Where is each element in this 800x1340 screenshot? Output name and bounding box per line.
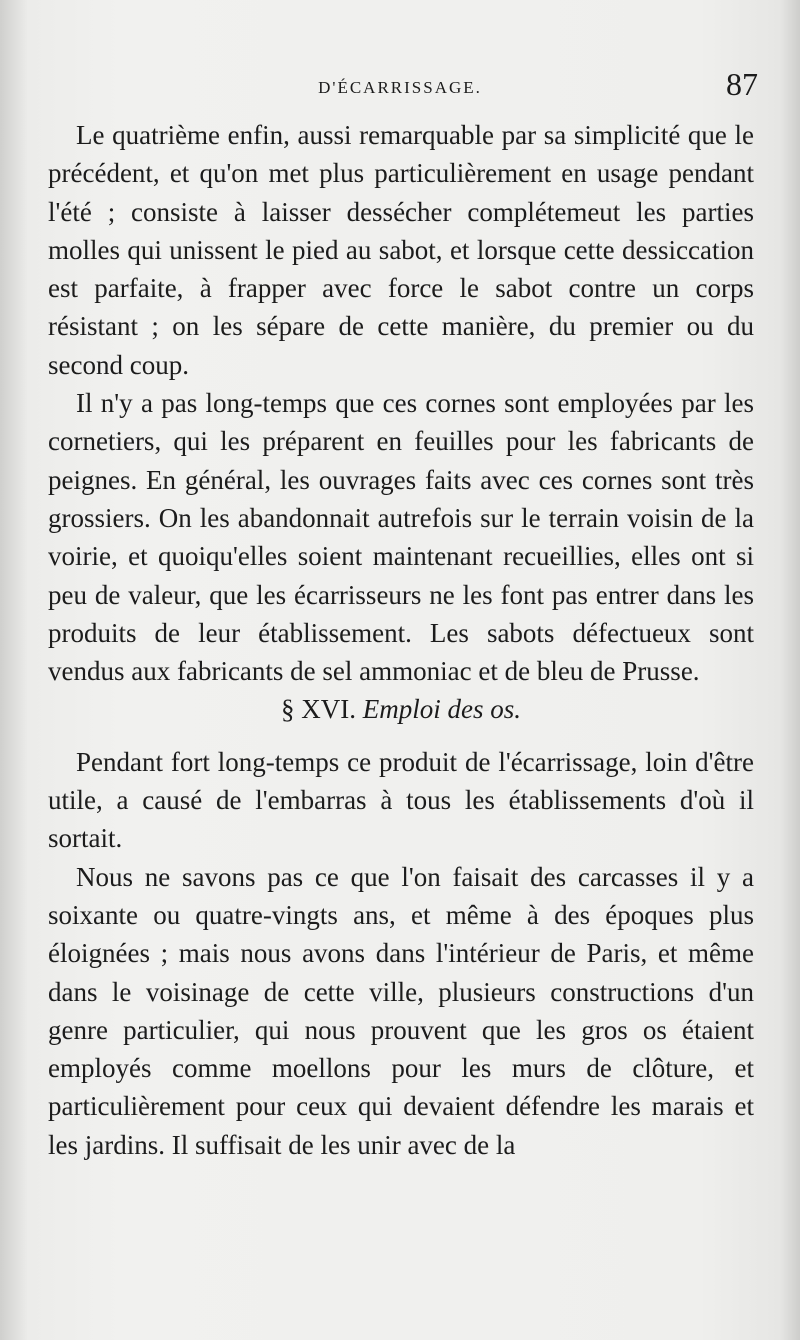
paragraph: Le quatrième enfin, aussi remarquable par sa simplicité que le précédent, et qu'on met plus particulièrement en usage pendant l'été ; consiste à laisser dessécher complétemeut les parties molles qui unissent le pied au sabot, et lorsque cette dessiccation est parfaite, à frapper avec force le sabot contre un corps résistant ; on les sépare de cette manière, du premier ou du second coup. [48,120,754,380]
paragraph: Pendant fort long-temps ce produit de l'écarrissage, loin d'être utile, a causé de l'embarras à tous les établissements d'où il sortait. [48,746,754,854]
body-text [48,116,754,1164]
section-number: § XVI. [281,694,356,725]
page-header [40,66,760,110]
running-title: D'ÉCARRISSAGE. [318,78,482,97]
page-number: 87 [726,66,758,102]
section-heading [48,690,754,728]
paragraph: Nous ne savons pas ce que l'on faisait des carcasses il y a soixante ou quatre-vingts ans, et même à des époques plus éloignées ; mais nous avons dans l'intérieur de Paris, et même dans le voisinage de cette ville, plusieurs constructions d'un genre particulier, qui nous prouvent que les gros os étaient employés comme moellons pour les murs de clôture, et particulièrement pour ceux qui devaient défendre les marais et les jardins. Il suffisait de les unir avec de la [48,861,754,1160]
section-title: Emploi des os. [362,694,521,725]
paragraph: Il n'y a pas long-temps que ces cornes sont employées par les cornetiers, qui les préparent en feuilles pour les fabricants de peignes. En général, les ouvrages faits avec ces cornes sont très grossiers. On les abandonnait autrefois sur le terrain voisin de la voirie, et quoiqu'elles soient maintenant recueillies, elles ont si peu de valeur, que les écarrisseurs ne les font pas entrer dans les produits de leur établissement. Les sabots défectueux sont vendus aux fabricants de sel ammoniac et de bleu de Prusse. [48,388,754,687]
